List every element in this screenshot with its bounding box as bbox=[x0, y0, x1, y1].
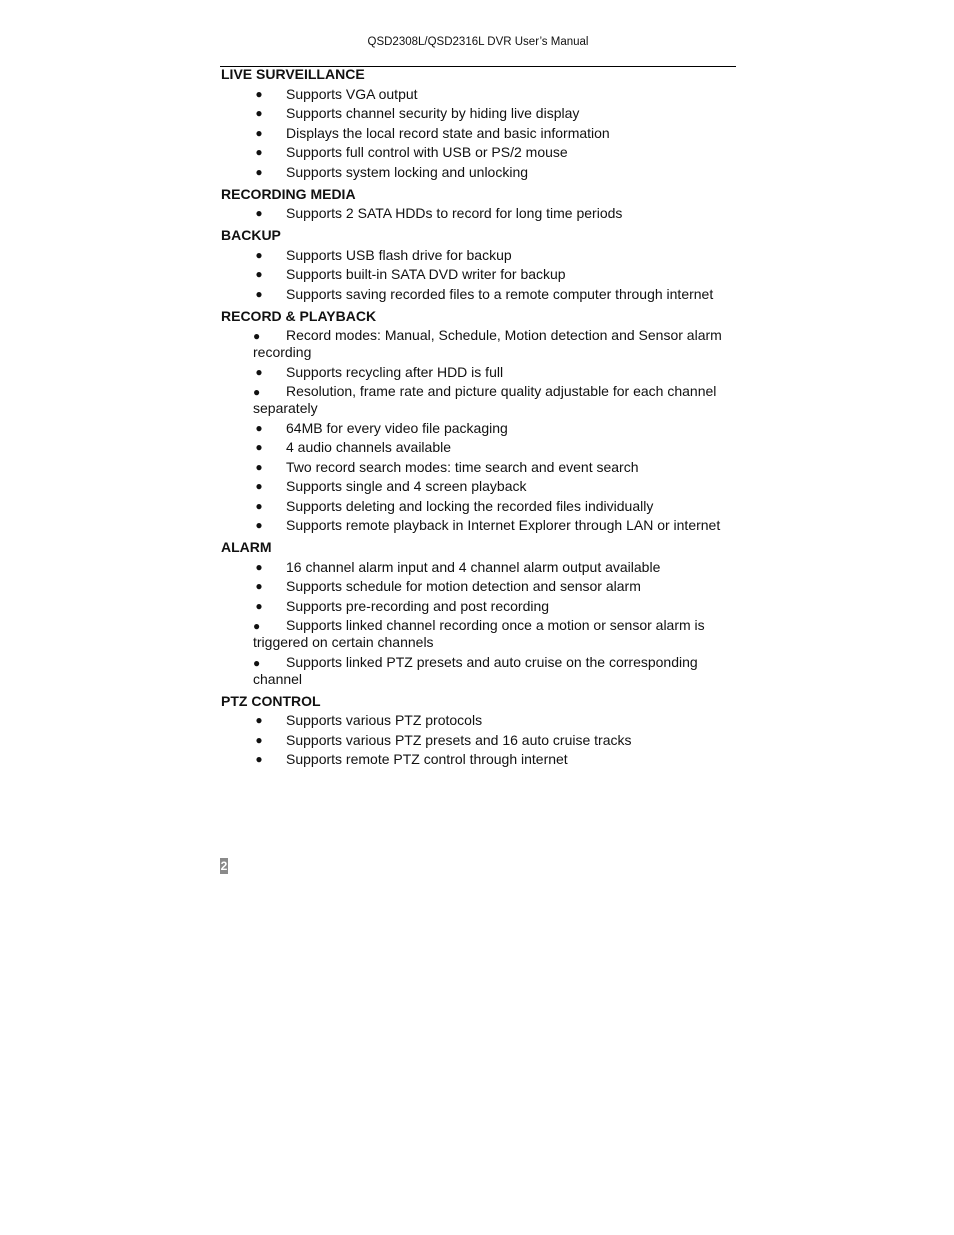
section-heading: PTZ CONTROL bbox=[221, 692, 321, 709]
section-heading: BACKUP bbox=[221, 227, 281, 243]
section-record-playback bbox=[221, 308, 736, 534]
list-item: ● Supports channel security by hiding live display bbox=[253, 105, 736, 121]
list-item: ● 16 channel alarm input and 4 channel alarm output available bbox=[253, 559, 736, 575]
bullet-icon: ● bbox=[255, 518, 263, 532]
bullet-icon: ● bbox=[255, 286, 263, 301]
bullet-icon: ● bbox=[255, 579, 263, 593]
list-item: ● Supports linked channel recording once a motion or sensor alarm is triggered on certain channels bbox=[253, 617, 705, 650]
section-heading: RECORD & PLAYBACK bbox=[221, 307, 377, 324]
bullet-icon: ● bbox=[255, 420, 263, 435]
list-item: ● Supports USB flash drive for backup bbox=[253, 247, 736, 263]
bullet-icon: ● bbox=[255, 459, 263, 474]
list-item: ● 64MB for every video file packaging bbox=[253, 420, 736, 436]
bullet-icon: ● bbox=[255, 125, 263, 140]
bullet-icon: ● bbox=[253, 329, 261, 343]
bullet-icon: ● bbox=[253, 619, 261, 633]
list-item: ● 4 audio channels available bbox=[253, 439, 736, 455]
list-item: ● Supports remote PTZ control through internet bbox=[253, 751, 736, 767]
bullet-icon: ● bbox=[255, 267, 263, 281]
bullet-icon: ● bbox=[255, 598, 263, 613]
list-item: ● Supports built-in SATA DVD writer for backup bbox=[253, 266, 736, 282]
section-ptz-control bbox=[221, 693, 736, 768]
list-item: ● Supports various PTZ protocols bbox=[253, 712, 736, 728]
bullet-icon: ● bbox=[255, 145, 263, 159]
list-item: ● Two record search modes: time search and event search bbox=[253, 459, 736, 475]
page-header-title: QSD2308L/QSD2316L DVR User’s Manual bbox=[367, 36, 589, 48]
section-live-surveillance bbox=[221, 66, 736, 180]
page-number: 2 bbox=[220, 859, 228, 873]
list-item: ● Record modes: Manual, Schedule, Motion detection and Sensor alarm recording bbox=[253, 327, 722, 360]
list-item: ● Supports system locking and unlocking bbox=[253, 164, 736, 180]
section-heading: ALARM bbox=[221, 539, 272, 555]
bullet-icon: ● bbox=[255, 440, 263, 454]
section-heading: RECORDING MEDIA bbox=[221, 185, 356, 202]
bullet-icon: ● bbox=[255, 713, 263, 727]
list-item: ● Supports schedule for motion detection and sensor alarm bbox=[253, 578, 736, 594]
bullet-icon: ● bbox=[255, 479, 263, 493]
feature-list bbox=[221, 66, 736, 767]
list-item: ● Displays the local record state and basic information bbox=[253, 125, 736, 141]
bullet-icon: ● bbox=[255, 164, 263, 179]
section-heading: LIVE SURVEILLANCE bbox=[221, 66, 365, 82]
list-item: ● Supports 2 SATA HDDs to record for long time periods bbox=[253, 205, 736, 221]
bullet-icon: ● bbox=[255, 106, 263, 120]
bullet-icon: ● bbox=[255, 498, 263, 513]
list-item: ● Supports single and 4 screen playback bbox=[253, 478, 736, 494]
list-item: ● Supports deleting and locking the recorded files individually bbox=[253, 498, 736, 514]
list-item: ● Supports saving recorded files to a remote computer through internet bbox=[253, 286, 736, 302]
section-backup bbox=[221, 227, 736, 302]
list-item: ● Supports remote playback in Internet Explorer through LAN or internet bbox=[253, 517, 736, 533]
bullet-icon: ● bbox=[253, 385, 261, 399]
list-item: ● Resolution, frame rate and picture quality adjustable for each channel separately bbox=[253, 383, 717, 416]
list-item: ● Supports various PTZ presets and 16 auto cruise tracks bbox=[253, 732, 736, 748]
bullet-icon: ● bbox=[255, 752, 263, 766]
list-item: ● Supports full control with USB or PS/2 mouse bbox=[253, 144, 736, 160]
bullet-icon: ● bbox=[255, 364, 263, 379]
bullet-icon: ● bbox=[253, 655, 261, 670]
list-item: ● Supports pre-recording and post recording bbox=[253, 598, 736, 614]
bullet-icon: ● bbox=[255, 86, 263, 101]
list-item: ● Supports recycling after HDD is full bbox=[253, 364, 736, 380]
bullet-icon: ● bbox=[255, 206, 263, 220]
section-recording-media bbox=[221, 186, 736, 222]
section-alarm bbox=[221, 539, 736, 687]
bullet-icon: ● bbox=[255, 559, 263, 574]
bullet-icon: ● bbox=[255, 247, 263, 262]
bullet-icon: ● bbox=[255, 732, 263, 747]
list-item: ● Supports VGA output bbox=[253, 86, 736, 102]
list-item: ● Supports linked PTZ presets and auto cruise on the corresponding channel bbox=[253, 653, 698, 687]
